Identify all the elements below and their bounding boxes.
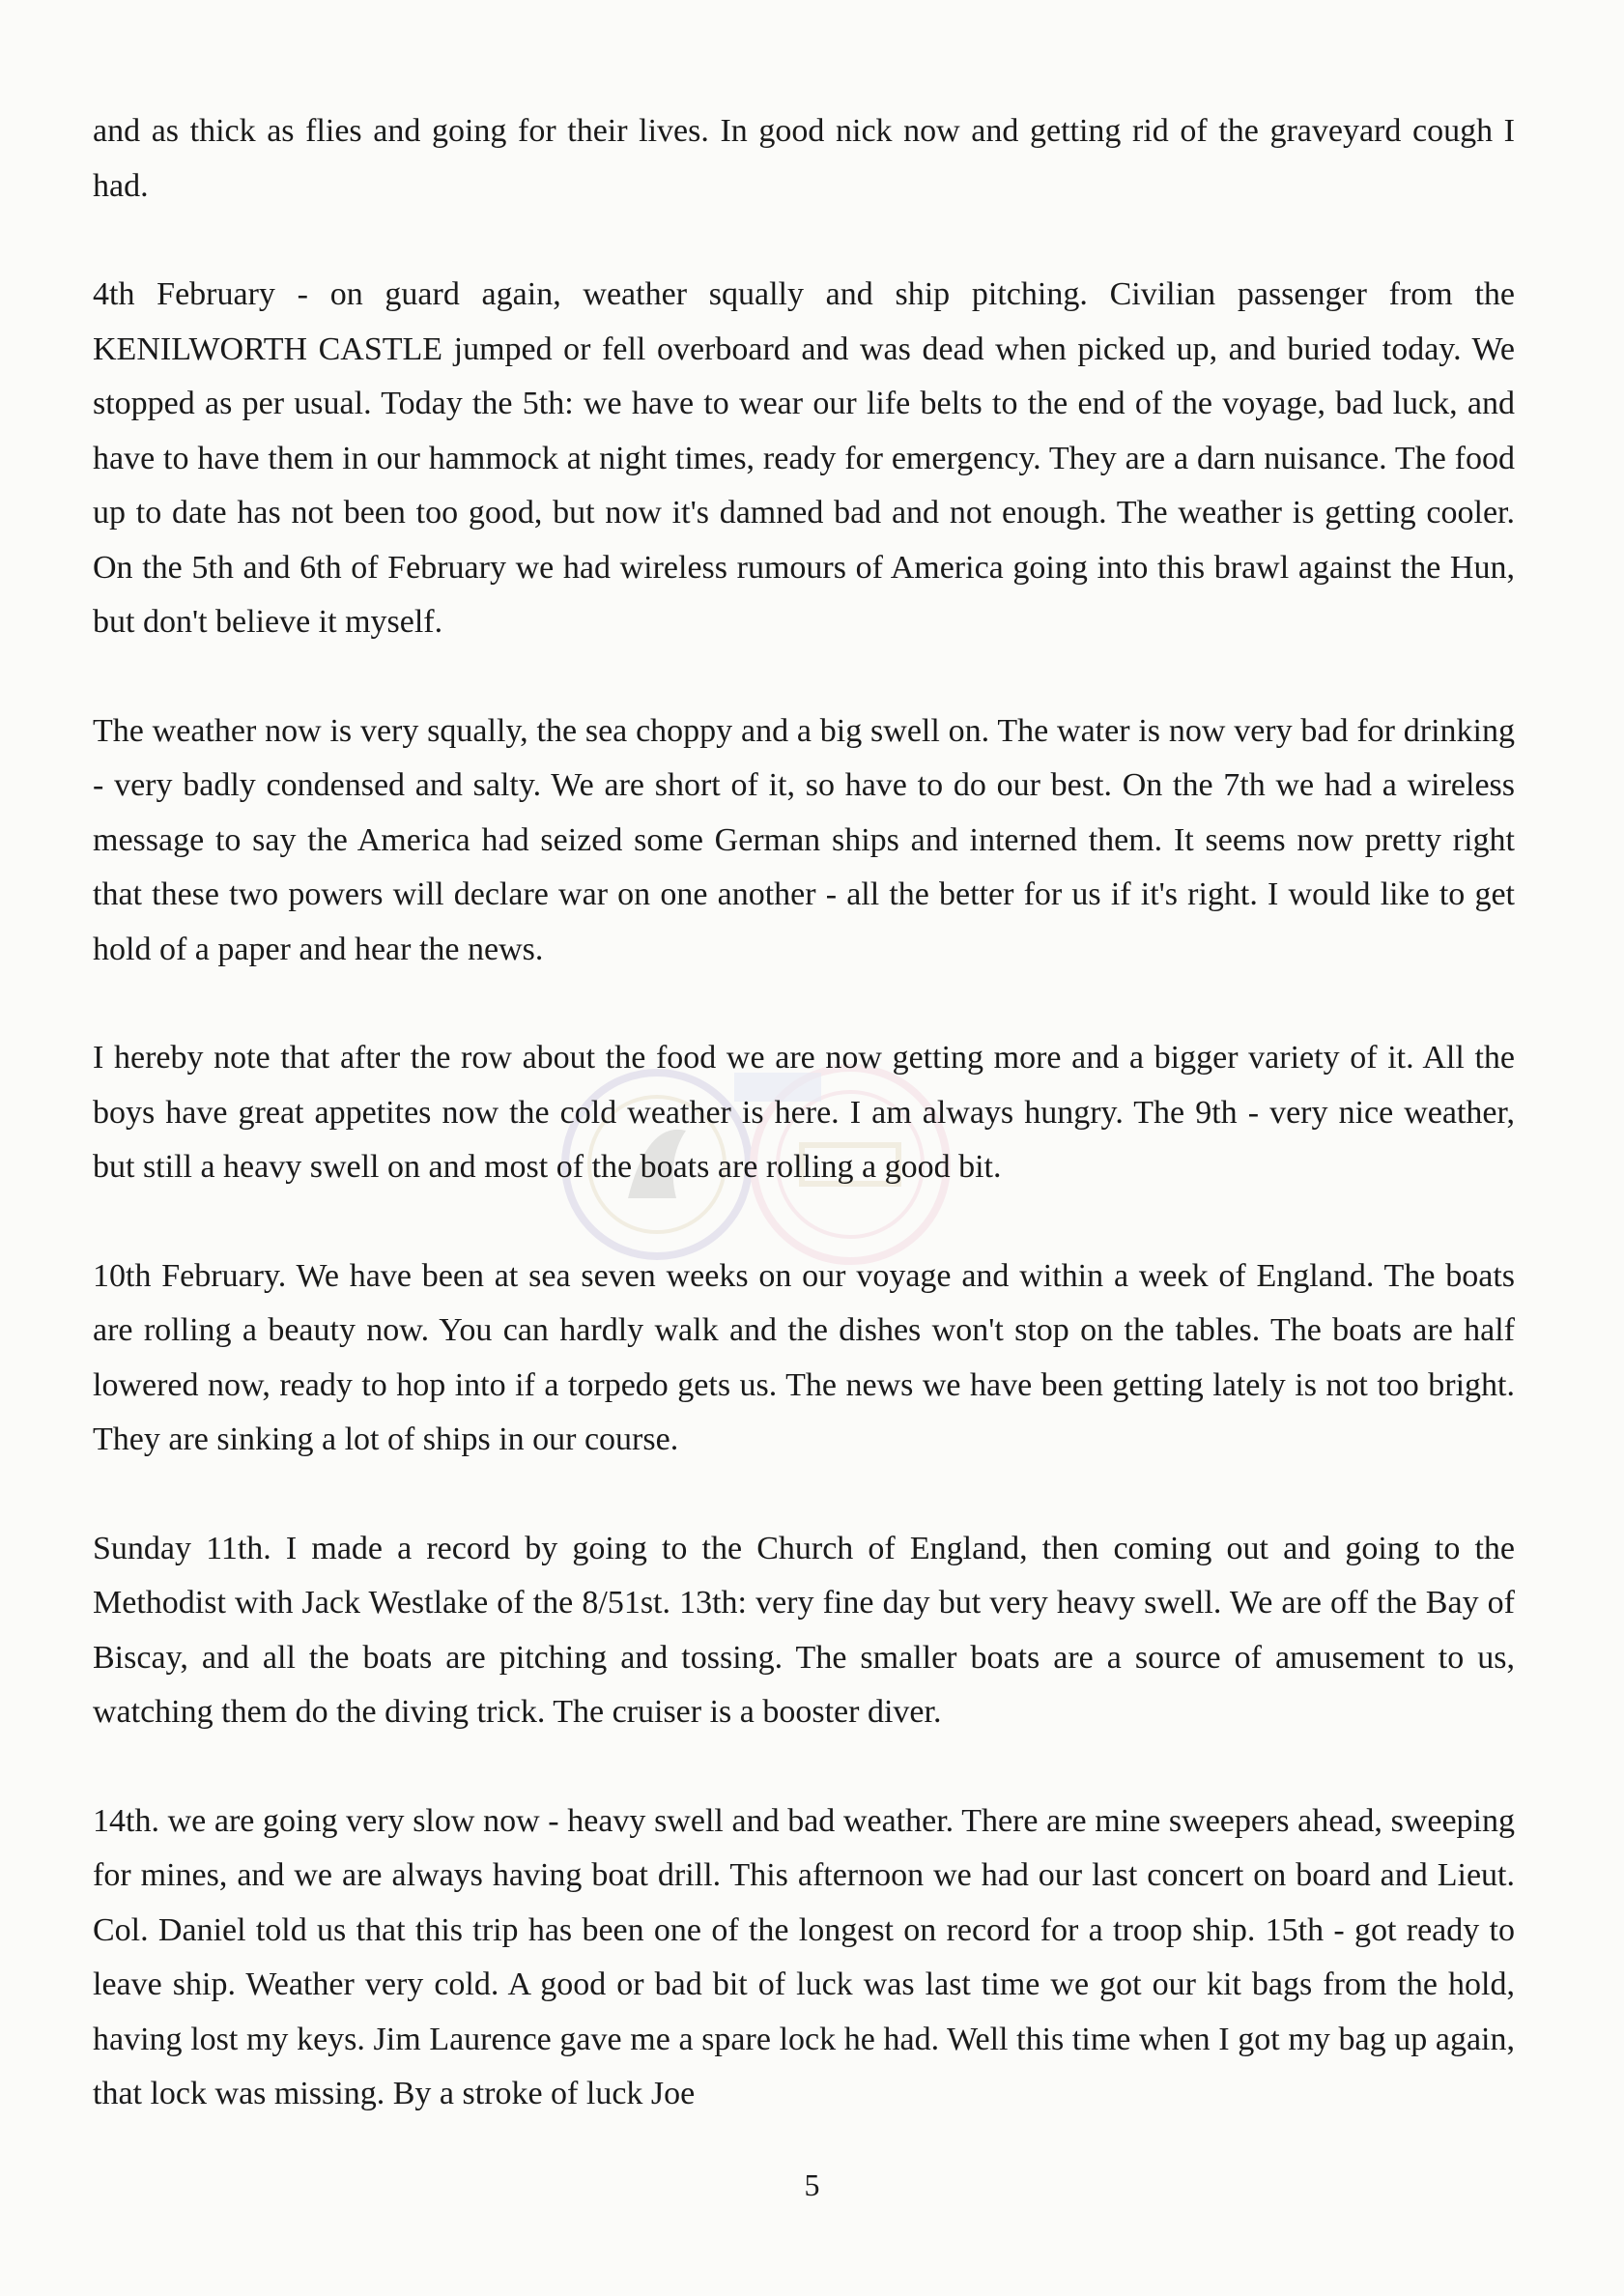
document-body <box>93 104 1515 2176</box>
paragraph: Sunday 11th. I made a record by going to the Church of England, then coming out and going to the Methodist with Jack Westlake of the 8/51st. 13th: very fine day but very heavy swell. We are off the Bay of Biscay, and all the boats are pitching and tossing. The smaller boats are a source of amusement to us, watching them do the diving trick. The cruiser is a booster diver. <box>93 1530 1515 1730</box>
paragraph: 14th. we are going very slow now - heavy swell and bad weather. There are mine sweepers ahead, sweeping for mines, and we are always having boat drill. This afternoon we had our last concert on board and Lieut. Col. Daniel told us that this trip has been one of the longest on record for a troop ship. 15th - got ready to leave ship. Weather very cold. A good or bad bit of luck was last time we got our kit bags from the hold, having lost my keys. Jim Laurence gave me a spare lock he had. Well this time when I got my bag up again, that lock was missing. By a stroke of luck Joe <box>93 1802 1515 2111</box>
paragraph: 4th February - on guard again, weather squally and ship pitching. Civilian passenger from the KENILWORTH CASTLE jumped or fell overboard and was dead when picked up, and buried today. We stopped as per usual. Today the 5th: we have to wear our life belts to the end of the voyage, bad luck, and have to have them in our hammock at night times, ready for emergency. They are a darn nuisance. The food up to date has not been too good, but now it's damned bad and not enough. The weather is getting cooler. On the 5th and 6th of February we had wireless rumours of America going into this brawl against the Hun, but don't believe it myself. <box>93 276 1515 640</box>
paragraph: I hereby note that after the row about the food we are now getting more and a bigger variety of it. All the boys have great appetites now the cold weather is here. I am always hungry. The 9th - very nice weather, but still a heavy swell on and most of the boats are rolling a good bit. <box>93 1040 1515 1185</box>
page-number: 5 <box>804 2167 820 2202</box>
paragraph: The weather now is very squally, the sea choppy and a big swell on. The water is now very bad for drinking - very badly condensed and salty. We are short of it, so have to do our best. On the 7th we had a wireless message to say the America had seized some German ships and interned them. It seems now pretty right that these two powers will declare war on one another - all the better for us if it's right. I would like to get hold of a paper and hear the news. <box>93 712 1515 967</box>
paragraph: and as thick as flies and going for their lives. In good nick now and getting rid of the graveyard cough I had. <box>93 113 1515 204</box>
paragraph: 10th February. We have been at sea seven weeks on our voyage and within a week of England. The boats are rolling a beauty now. You can hardly walk and the dishes won't stop on the tables. The boats are half lowered now, ready to hop into if a torpedo gets us. The news we have been getting lately is not too bright. They are sinking a lot of ships in our course. <box>93 1257 1515 1457</box>
